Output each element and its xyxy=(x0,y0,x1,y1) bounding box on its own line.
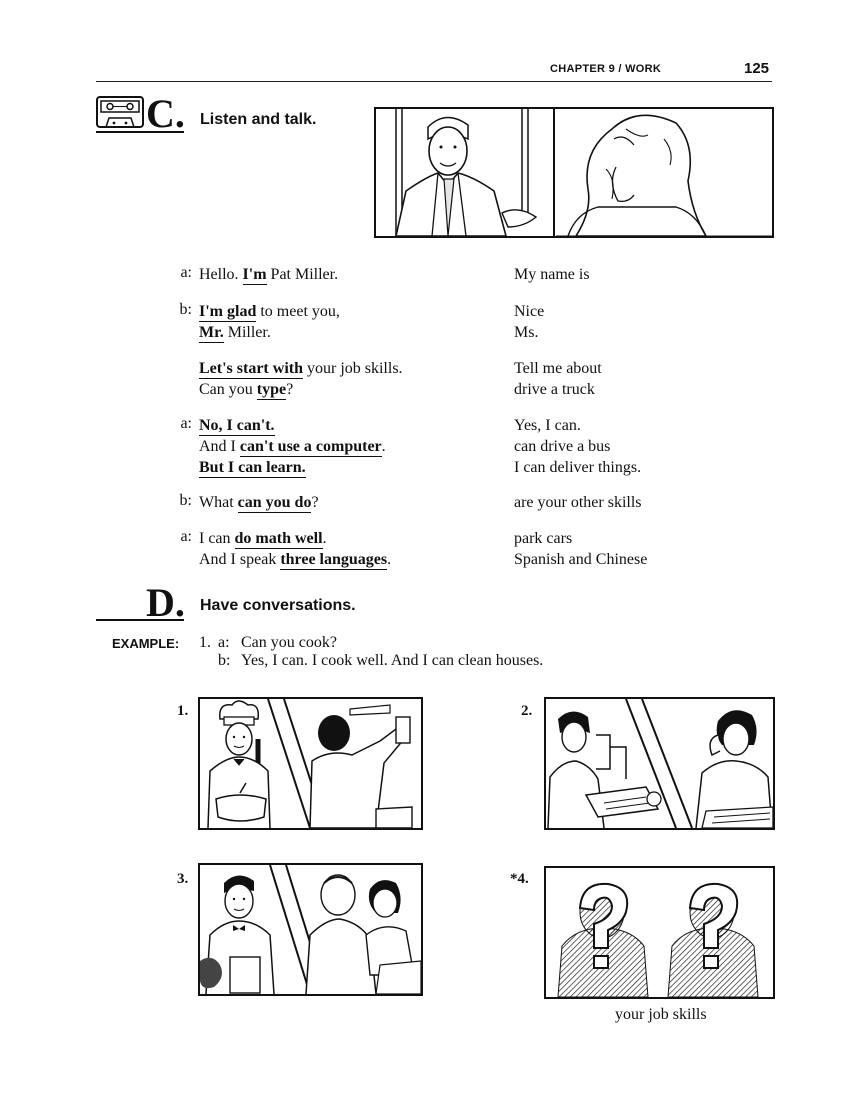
dialog-line: Let's start with your job skills. xyxy=(199,360,403,377)
example-line-a: Can you cook? xyxy=(241,634,337,651)
picture-number: *4. xyxy=(510,871,529,887)
alternative-text: Nice xyxy=(514,303,545,320)
page-number: 125 xyxy=(744,60,770,77)
speaker-label: a: xyxy=(180,528,192,545)
cassette-icon xyxy=(96,96,144,130)
alternative-text: Ms. xyxy=(514,324,539,341)
alternative-text: park cars xyxy=(514,530,573,547)
dialog-line: And I can't use a computer. xyxy=(199,438,386,455)
type-and-phone-picture xyxy=(544,697,775,830)
example-speaker-a: a: xyxy=(218,634,230,651)
waiter-picture xyxy=(198,863,423,996)
your-skills-picture xyxy=(544,866,775,999)
example-line-b: Yes, I can. I cook well. And I can clean houses. xyxy=(241,652,544,669)
picture-number: 3. xyxy=(177,871,189,887)
alternative-text: I can deliver things. xyxy=(514,459,642,476)
dialog-line: No, I can't. xyxy=(199,417,275,434)
header-rule xyxy=(96,81,772,82)
example-number: 1. xyxy=(199,634,211,651)
speaker-label: b: xyxy=(179,492,192,509)
dialog-line: But I can learn. xyxy=(199,459,306,476)
chapter-title: CHAPTER 9 / WORK xyxy=(550,63,662,75)
dialog-line: Mr. Miller. xyxy=(199,324,271,341)
interview-illustration xyxy=(374,107,774,238)
alternative-text: Tell me about xyxy=(514,360,602,377)
alternative-text: My name is xyxy=(514,266,590,283)
speaker-label: a: xyxy=(180,264,192,281)
dialog-line: Can you type? xyxy=(199,381,294,398)
cook-and-clean-picture xyxy=(198,697,423,830)
alternative-text: Yes, I can. xyxy=(514,417,581,434)
picture-caption: your job skills xyxy=(615,1006,707,1023)
dialog-line: I can do math well. xyxy=(199,530,327,547)
section-c-letter: C. xyxy=(146,91,185,136)
dialog-line: I'm glad to meet you, xyxy=(199,303,340,320)
speaker-label: a: xyxy=(180,415,192,432)
section-c-title: Listen and talk. xyxy=(200,111,317,128)
alternative-text: drive a truck xyxy=(514,381,595,398)
speaker-label: b: xyxy=(179,301,192,318)
dialog-line: And I speak three languages. xyxy=(199,551,392,568)
dialog-line: What can you do? xyxy=(199,494,319,511)
alternative-text: are your other skills xyxy=(514,494,642,511)
example-label: EXAMPLE: xyxy=(112,636,180,651)
dialog-line: Hello. I'm Pat Miller. xyxy=(199,266,339,283)
section-d-title: Have conversations. xyxy=(200,597,356,614)
alternative-text: can drive a bus xyxy=(514,438,611,455)
picture-number: 2. xyxy=(521,703,533,719)
picture-number: 1. xyxy=(177,703,189,719)
alternative-text: Spanish and Chinese xyxy=(514,551,648,568)
section-d-letter: D. xyxy=(146,580,185,625)
example-speaker-b: b: xyxy=(218,652,231,669)
section-c-rule xyxy=(96,131,184,133)
